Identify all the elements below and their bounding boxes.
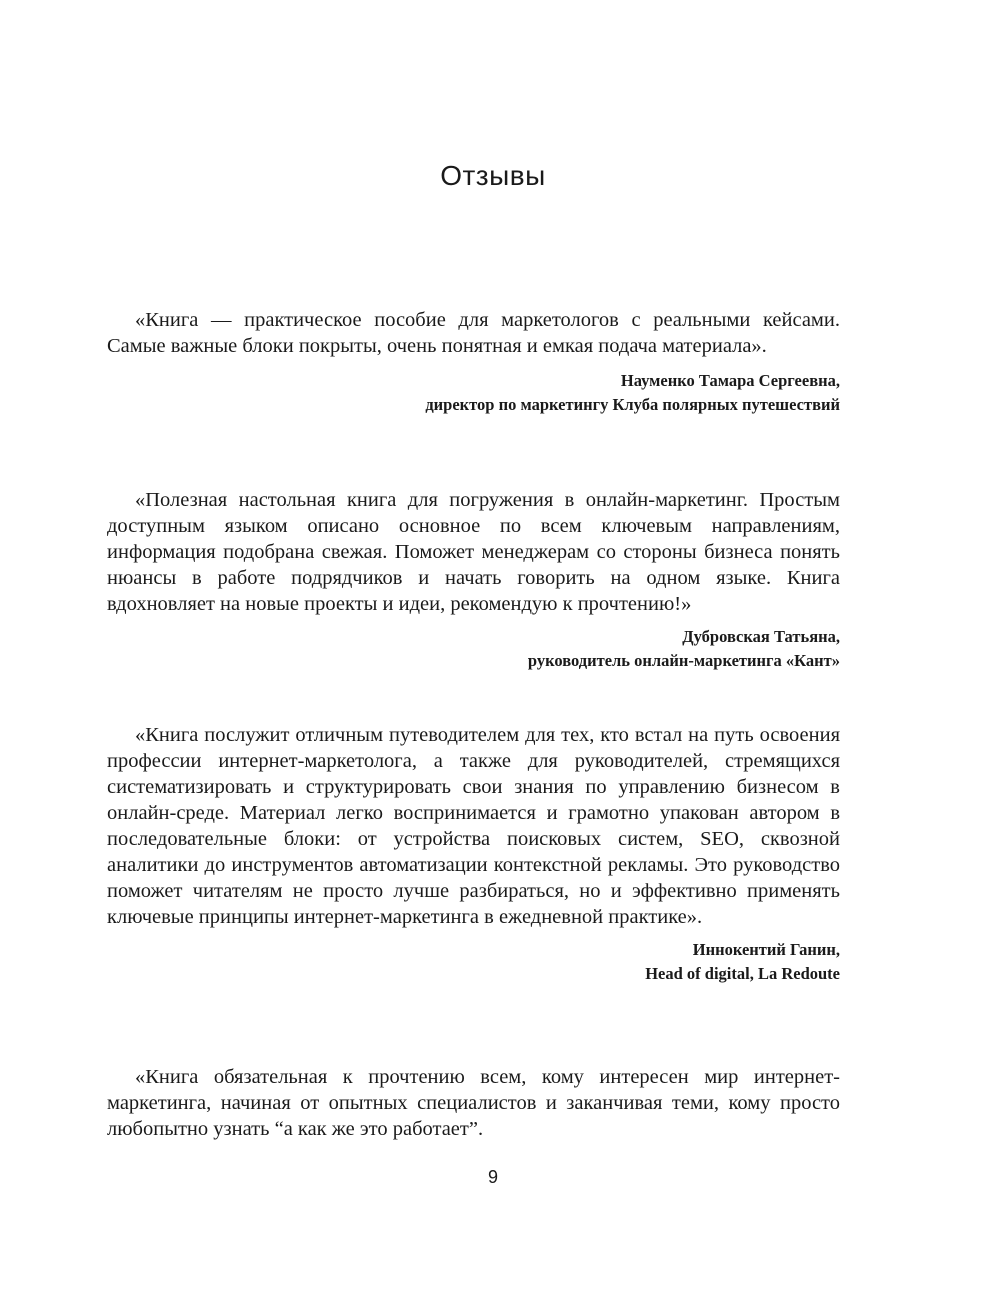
review-attribution xyxy=(107,625,840,673)
review-text: «Книга обязательная к прочтению всем, кому интересен мир интернет-маркетинга, начиная от опытных специалистов и заканчивая теми, кому просто любопытно узнать “а как же это работает”. xyxy=(107,1066,840,1140)
reviewer-name: Иннокентий Ганин, xyxy=(692,940,840,959)
review-attribution xyxy=(107,938,840,986)
reviewer-name: Науменко Тамара Сергеевна, xyxy=(620,371,840,390)
reviewer-position: директор по маркетингу Клуба полярных путешествий xyxy=(425,395,840,414)
page-number: 9 xyxy=(487,1167,498,1187)
page-title: Отзывы xyxy=(440,160,546,191)
reviewer-position: руководитель онлайн-маркетинга «Кант» xyxy=(527,651,840,670)
review-3 xyxy=(107,722,840,986)
review-4 xyxy=(107,1064,840,1142)
review-2 xyxy=(107,487,840,673)
review-text: «Полезная настольная книга для погружения в онлайн-маркетинг. Простым доступным языком описано основное по всем ключевым направлениям, информация подобрана свежая. Поможет менеджерам со стороны бизнеса понять нюансы в работе подрядчиков и начать говорить на одном языке. Книга вдохновляет на новые проекты и идеи, рекомендую к прочтению!» xyxy=(107,489,840,615)
review-1 xyxy=(107,307,840,417)
reviewer-position: Head of digital, La Redoute xyxy=(645,964,840,983)
review-attribution xyxy=(107,369,840,417)
review-text: «Книга — практическое пособие для маркетологов с реальными кейсами. Самые важные блоки покрыты, очень понятная и емкая подача материала». xyxy=(107,309,840,357)
reviewer-name: Дубровская Татьяна, xyxy=(682,627,840,646)
review-text: «Книга послужит отличным путеводителем для тех, кто встал на путь освоения профессии интернет-маркетолога, а также для руководителей, стремящихся систематизировать и структурировать свои знания по управлению бизнесом в онлайн-среде. Материал легко воспринимается и грамотно упакован автором в последовательные блоки: от устройства поисковых систем, SEO, сквозной аналитики до инструментов автоматизации контекстной рекламы. Это руководство поможет читателям не просто лучше разбираться, но и эффективно применять ключевые принципы интернет-маркетинга в ежедневной практике». xyxy=(107,724,840,928)
